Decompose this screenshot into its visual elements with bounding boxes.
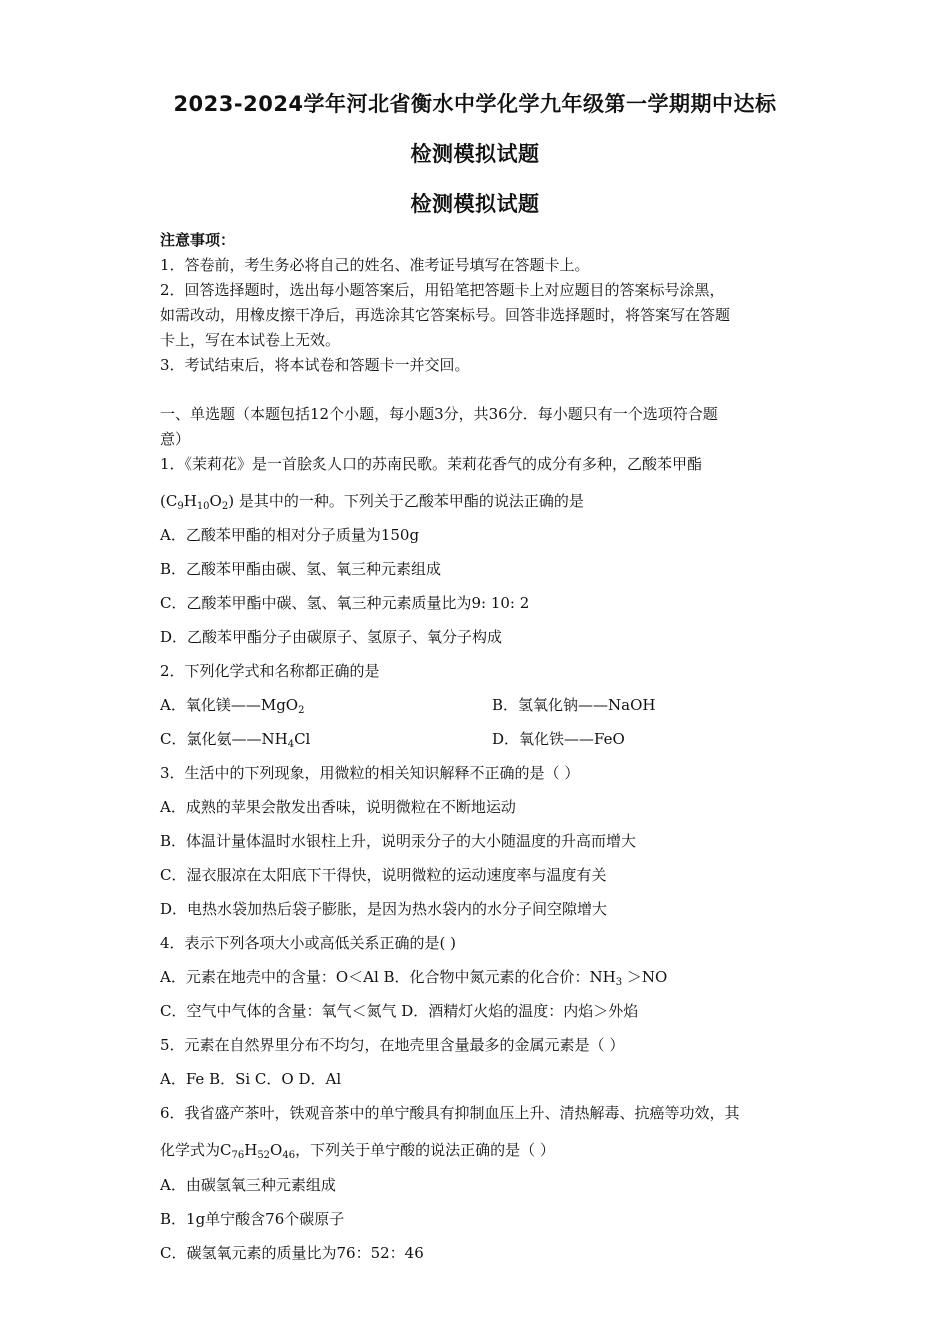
q6-option-b: B．1g单宁酸含76个碳原子 <box>160 1210 345 1228</box>
q1-option-b: B．乙酸苯甲酯由碳、氢、氧三种元素组成 <box>160 560 442 578</box>
exam-title-line2: 检测模拟试题 <box>410 142 540 166</box>
q6-stem-line1: 6．我省盛产茶叶，铁观音茶中的单宁酸具有抑制血压上升、清热解毒、抗癌等功效，其 <box>160 1104 740 1122</box>
notice-item-2b: 如需改动，用橡皮擦干净后，再选涂其它答案标号。回答非选择题时，将答案写在答题 <box>160 306 731 324</box>
exam-title-line3: 检测模拟试题 <box>410 192 540 216</box>
q3-option-a: A．成熟的苹果会散发出香味，说明微粒在不断地运动 <box>160 798 516 816</box>
section-heading-line2: 意） <box>160 430 191 448</box>
q5-stem: 5．元素在自然界里分布不均匀，在地壳里含量最多的金属元素是（ ） <box>160 1036 625 1054</box>
section-heading-line1: 一、单选题（本题包括12个小题，每小题3分，共36分．每小题只有一个选项符合题 <box>160 405 718 423</box>
notice-item-1: 1．答卷前，考生务必将自己的姓名、准考证号填写在答题卡上。 <box>160 256 590 274</box>
q3-option-c: C．湿衣服凉在太阳底下干得快，说明微粒的运动速度率与温度有关 <box>160 866 607 884</box>
notice-item-2a: 2．回答选择题时，选出每小题答案后，用铅笔把答题卡上对应题目的答案标号涂黑， <box>160 281 725 299</box>
q3-option-d: D．电热水袋加热后袋子膨胀，是因为热水袋内的水分子间空隙增大 <box>160 900 608 918</box>
q4-options-ab: A．元素在地壳中的含量：O＜Al B．化合物中氮元素的化合价：$NH_3 >NO$ <box>160 968 668 988</box>
notice-item-2c: 卡上，写在本试卷上无效。 <box>160 331 341 349</box>
q2-option-a: A．氧化镁——MgO$_2$ <box>160 696 305 716</box>
q3-stem: 3．生活中的下列现象，用微粒的相关知识解释不正确的是（ ） <box>160 764 580 782</box>
q5-options: A．Fe B．Si C．O D．Al <box>160 1070 342 1088</box>
q1-option-a: A．乙酸苯甲酯的相对分子质量为150g <box>160 526 420 544</box>
q6-stem-line2: 化学式为$C_{76}H_{52}O_{46}$，下列关于单宁酸的说法正确的是（ ） <box>160 1141 555 1161</box>
q2-option-d: D．氧化铁——FeO <box>492 730 625 748</box>
q6-option-c: C．碳氢氧元素的质量比为76：52：46 <box>160 1244 424 1262</box>
q3-option-b: B．体温计量体温时水银柱上升，说明汞分子的大小随温度的升高而增大 <box>160 832 637 850</box>
q1-stem-line2: $(C_9H_{10}O_2)$ 是其中的一种。下列关于乙酸苯甲酯的说法正确的是 <box>160 492 584 512</box>
q4-options-cd: C．空气中气体的含量：氧气＜氮气 D．酒精灯火焰的温度：内焰＞外焰 <box>160 1002 639 1020</box>
q1-stem-line1: 1．《茉莉花》是一首脍炙人口的苏南民歌。茉莉花香气的成分有多种，乙酸苯甲酯 <box>160 455 703 473</box>
q6-option-a: A．由碳氢氧三种元素组成 <box>160 1176 336 1194</box>
exam-title-line1: 2023-2024学年河北省衡水中学化学九年级第一学期期中达标 <box>173 92 777 116</box>
q2-stem: 2．下列化学式和名称都正确的是 <box>160 662 380 680</box>
q1-option-c: C．乙酸苯甲酯中碳、氢、氧三种元素质量比为9: 10: 2 <box>160 594 530 612</box>
q4-stem: 4．表示下列各项大小或高低关系正确的是( ) <box>160 934 457 952</box>
q1-option-d: D．乙酸苯甲酯分子由碳原子、氢原子、氧分子构成 <box>160 628 503 646</box>
q2-option-b: B．氢氧化钠——NaOH <box>492 696 656 714</box>
notice-heading: 注意事项： <box>160 231 236 249</box>
q2-option-c: C．氯化氨$——NH_4Cl$ <box>160 730 311 750</box>
notice-item-3: 3．考试结束后，将本试卷和答题卡一并交回。 <box>160 356 470 374</box>
